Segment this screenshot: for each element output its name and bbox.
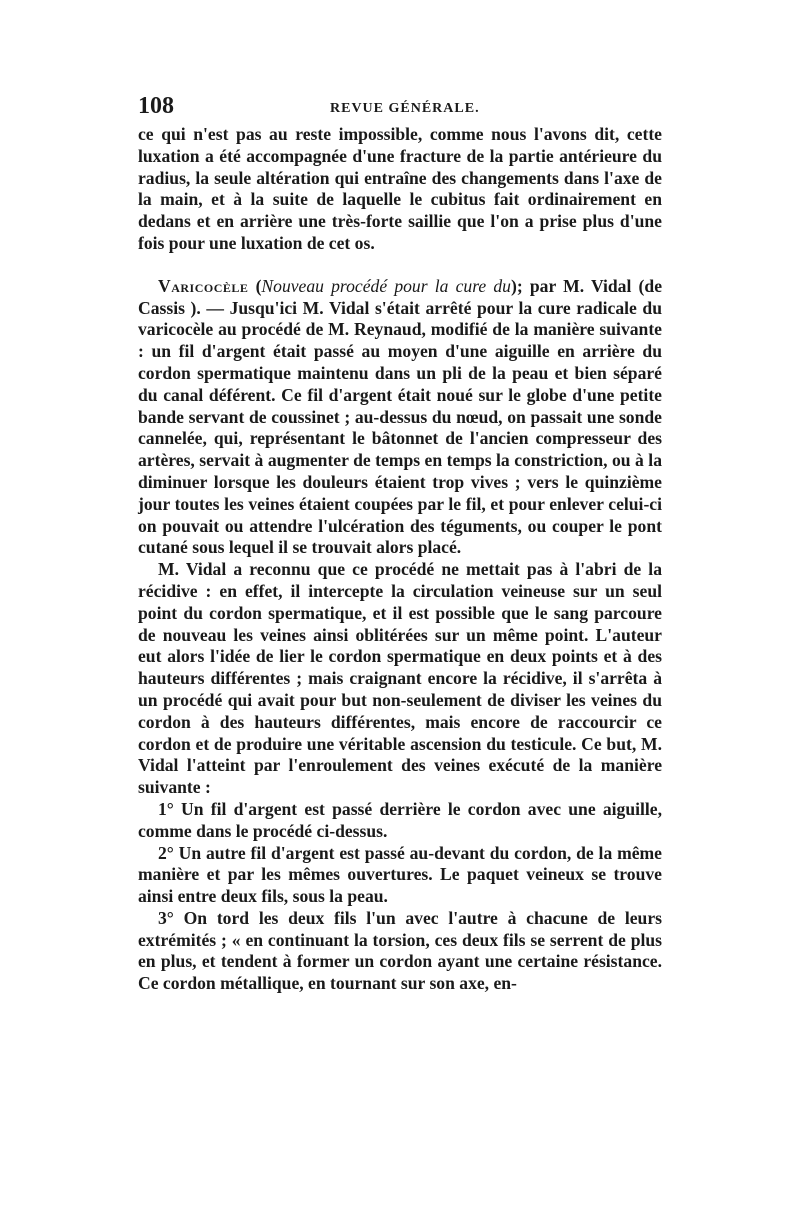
section-subtitle: Nouveau procédé pour la cure du xyxy=(261,275,511,296)
running-head: REVUE GÉNÉRALE. xyxy=(330,101,480,116)
section-title: Varicocèle xyxy=(158,275,249,296)
paragraph-step-3: 3° On tord les deux fils l'un avec l'autre à chacune de leurs extrémités ; « en continuant la torsion, ces deux fils se serrent de plus en plus, et tendent à former un cordon ayant une certaine résistance. Ce cordon métallique, en tournant sur son axe, en- xyxy=(138,907,662,994)
paragraph-varicocele: Varicocèle (Nouveau procédé pour la cure du); par M. Vidal (de Cassis ). — Jusqu'ici M. Vidal s'était arrêté pour la cure radicale du varicocèle au procédé de M. Reynaud, modifié de la manière suivante : un fil d'argent était passé au moyen d'une aiguille en arrière du cordon spermatique maintenu dans un pli de la peau et bien séparé du canal déférent. Ce fil d'argent était noué sur le globe d'une petite bande servant de coussinet ; au-dessus du nœud, on passait une sonde cannelée, qui, représentant le bâtonnet de l'ancien compresseur des artères, servait à augmenter de temps en temps la constriction, ou à la diminuer lorsque les douleurs étaient trop vives ; vers le quinzième jour toutes les veines étaient coupées par le fil, et pour enlever celui-ci on pouvait ou attendre l'ulcération des téguments, ou couper le pont cutané sous lequel il se trouvait alors placé. xyxy=(138,275,662,558)
paragraph-recidive: M. Vidal a reconnu que ce procédé ne mettait pas à l'abri de la récidive : en effet, il intercepte la circulation veineuse sur un seul point du cordon spermatique, et il est possible que le sang parcoure de nouveau les veines ainsi oblitérées sur un même point. L'auteur eut alors l'idée de lier le cordon spermatique en deux points et à des hauteurs différentes ; mais craignant encore la récidive, il s'arrêta à un procédé qui avait pour but non-seulement de diviser les veines du cordon à des hauteurs différentes, mais encore de raccourcir ce cordon et de produire une véritable ascension du testicule. Ce but, M. Vidal l'atteint par l'enroulement des veines exécuté de la manière suivante : xyxy=(138,559,662,798)
paragraph-varicocele-text: ; par M. Vidal (de Cassis ). — Jusqu'ici M. Vidal s'était arrêté pour la cure radicale du varicocèle au procédé de M. Reynaud, modifié de la manière suivante : un fil d'argent était passé au moyen d'une aiguille en arrière du cordon spermatique maintenu dans un pli de la peau et bien séparé du canal déférent. Ce fil d'argent était noué sur le globe d'une petite bande servant de coussinet ; au-dessus du nœud, on passait une sonde cannelée, qui, représentant le bâtonnet de l'ancien compresseur des artères, servait à augmenter de temps en temps la constriction, ou à la diminuer lorsque les douleurs étaient trop vives ; vers le quinzième jour toutes les veines étaient coupées par le fil, et pour enlever celui-ci on pouvait ou attendre l'ulcération des téguments, ou couper le pont cutané sous lequel il se trouvait alors placé. xyxy=(138,275,662,558)
paragraph-step-2: 2° Un autre fil d'argent est passé au-devant du cordon, de la même manière et par les mêmes ouvertures. Le paquet veineux se trouve ainsi entre deux fils, sous la peau. xyxy=(138,842,662,907)
page-number: 108 xyxy=(138,93,174,119)
page-header xyxy=(138,90,662,124)
book-page xyxy=(138,90,662,995)
paragraph-luxation: ce qui n'est pas au reste impossible, comme nous l'avons dit, cette luxation a été accompagnée d'une fracture de la partie antérieure du radius, la seule altération qui entraîne des changements dans l'axe de la main, et à la suite de laquelle le cubitus fait ordinairement en dedans et en arrière une très-forte saillie que l'on a prise plus d'une fois pour une luxation de cet os. xyxy=(138,124,662,253)
paragraph-step-1: 1° Un fil d'argent est passé derrière le cordon avec une aiguille, comme dans le procédé ci-dessus. xyxy=(138,798,662,841)
